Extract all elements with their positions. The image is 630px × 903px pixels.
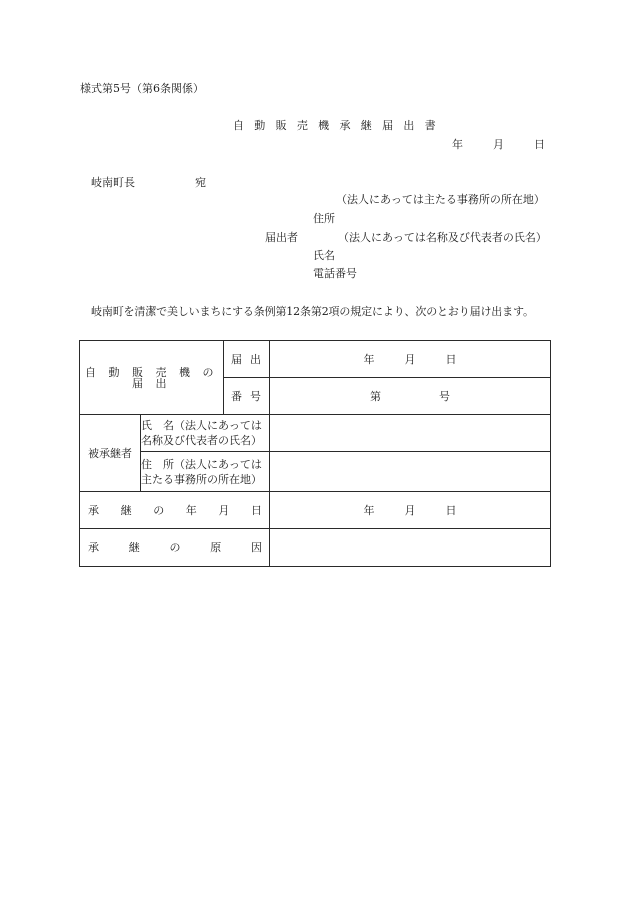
succession-cause-char: 承 <box>88 541 99 554</box>
succession-day: 日 <box>445 503 457 517</box>
submission-date <box>452 139 545 150</box>
document-title: 自 動 販 売 機 承 継 届 出 書 <box>233 119 440 132</box>
notify-number-field[interactable] <box>270 378 551 415</box>
successor-name-line2: 名称及び代表者の氏名） <box>141 434 262 447</box>
name-label: 氏名 <box>313 249 335 262</box>
addressee-name: 岐南町長 <box>91 176 135 189</box>
notify-month: 月 <box>404 352 416 366</box>
succession-cause-char: 原 <box>210 541 222 554</box>
number-suffix: 号 <box>439 389 450 403</box>
succession-cause-char: 継 <box>128 541 140 554</box>
notify-date-field[interactable] <box>270 341 551 378</box>
notify-label <box>224 341 270 378</box>
succession-cause-field[interactable] <box>270 529 551 567</box>
date-day-label: 日 <box>534 138 545 151</box>
successor-name-field[interactable] <box>270 415 551 452</box>
successor-address-label <box>141 452 270 492</box>
succession-date-char: の <box>153 503 165 517</box>
notification-table <box>79 340 551 567</box>
addressee-suffix: 宛 <box>195 176 206 189</box>
number-label <box>224 378 270 415</box>
succession-date-char: 月 <box>218 503 230 517</box>
form-number: 様式第5号（第6条関係） <box>80 82 204 95</box>
date-year-label: 年 <box>452 138 463 151</box>
notify-day: 日 <box>445 352 457 366</box>
notify-year: 年 <box>363 352 375 366</box>
successor-label: 被承継者 <box>80 415 141 492</box>
address-label: 住所 <box>313 212 335 225</box>
succession-date-label <box>80 492 270 529</box>
successor-name-line1: 氏 名（法人にあっては <box>141 419 262 432</box>
succession-cause-char: の <box>169 541 181 554</box>
succession-cause-label <box>80 529 270 567</box>
notify-label-char: 出 <box>250 352 262 366</box>
successor-name-label <box>141 415 270 452</box>
succession-month: 月 <box>404 503 416 517</box>
successor-address-field[interactable] <box>270 452 551 492</box>
successor-address-line2: 主たる事務所の所在地） <box>141 472 262 486</box>
number-label-char: 番 <box>231 389 243 403</box>
date-month-label: 月 <box>493 138 504 151</box>
name-note: （法人にあっては名称及び代表者の氏名） <box>338 231 547 244</box>
address-note: （法人にあっては主たる事務所の所在地） <box>336 193 545 206</box>
succession-date-char: 日 <box>250 503 262 517</box>
notify-label-char: 届 <box>231 352 243 366</box>
succession-year: 年 <box>363 503 375 517</box>
succession-cause-char: 因 <box>251 541 262 554</box>
notifier-label: 届出者 <box>265 231 298 244</box>
body-text: 岐南町を清潔で美しいまちにする条例第12条第2項の規定により、次のとおり届け出ます。 <box>91 305 534 318</box>
number-prefix: 第 <box>370 389 381 403</box>
phone-label: 電話番号 <box>313 267 357 280</box>
succession-date-char: 年 <box>185 503 197 517</box>
number-label-char: 号 <box>250 389 262 403</box>
succession-date-field[interactable] <box>270 492 551 529</box>
succession-date-char: 継 <box>120 503 132 517</box>
successor-address-line1: 住 所（法人にあっては <box>141 457 262 471</box>
vending-machine-label: 自 動 販 売 機 の 届 出 <box>80 341 224 415</box>
succession-date-char: 承 <box>88 503 99 517</box>
